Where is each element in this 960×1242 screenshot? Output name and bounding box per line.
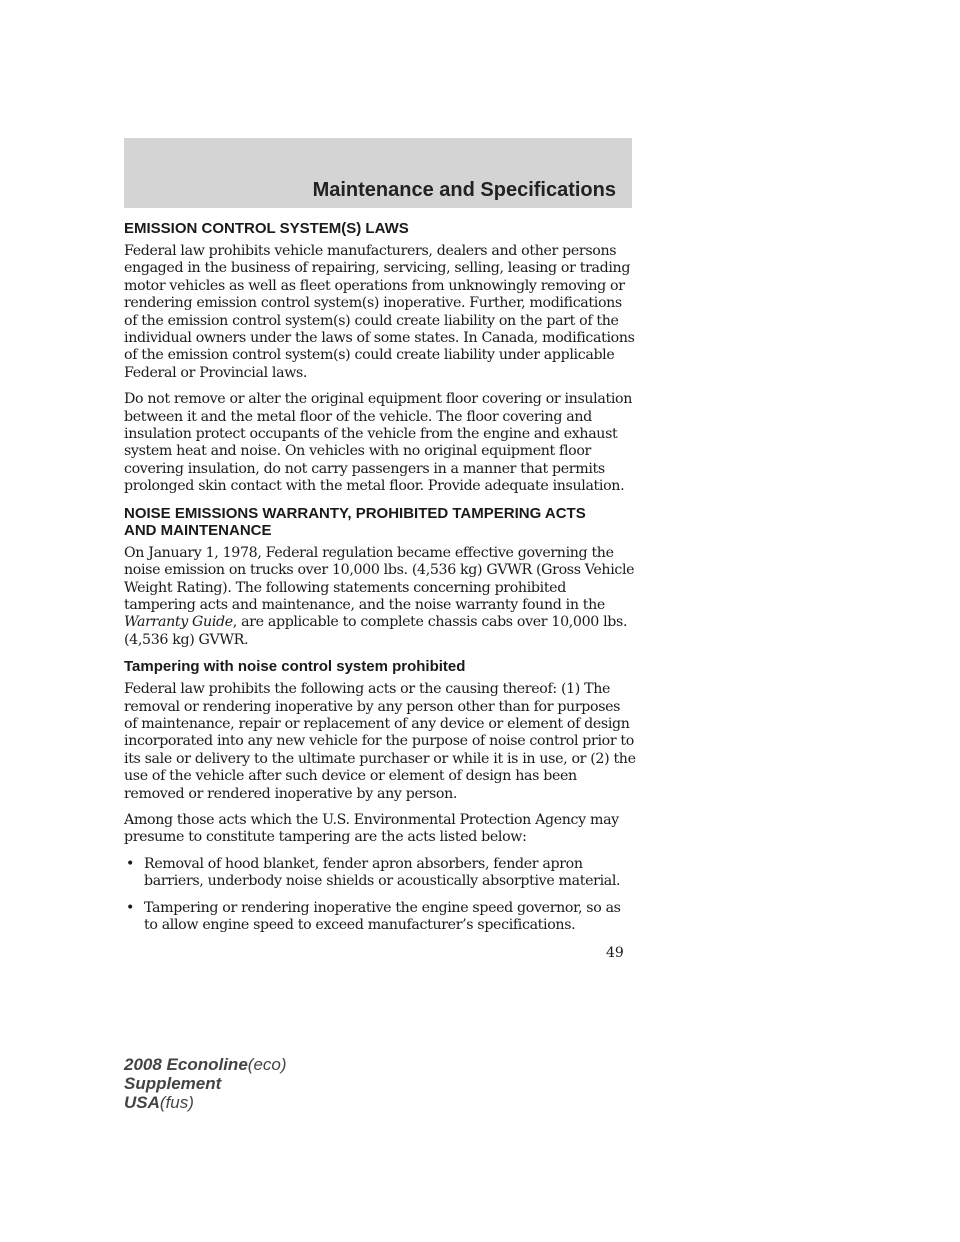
list-item	[124, 900, 636, 935]
document-footer	[124, 1055, 287, 1112]
footer-market: USA	[124, 1093, 160, 1112]
section-header-band	[124, 138, 632, 208]
footer-market-code: (fus)	[159, 1093, 194, 1112]
noise-warranty-heading-line1: NOISE EMISSIONS WARRANTY, PROHIBITED TAMPERING ACTS	[124, 504, 586, 522]
footer-line-3	[124, 1093, 287, 1112]
bullet-icon: •	[126, 899, 135, 916]
warranty-guide-title: Warranty Guide	[124, 614, 233, 631]
noise-paragraph-text-after: , are applicable to complete chassis cabs over 10,000 lbs. (4,536 kg) GVWR.	[124, 614, 628, 648]
tampering-paragraph-2: Among those acts which the U.S. Environmental Protection Agency may presume to constitute tampering are the acts listed below:	[124, 811, 619, 846]
tampering-heading: Tampering with noise control system prohibited	[124, 658, 466, 676]
page-content	[124, 220, 636, 943]
noise-paragraph-text-before: On January 1, 1978, Federal regulation became effective governing the noise emission on trucks over 10,000 lbs. (4,536 kg) GVWR (Gross Vehicle Weight Rating). The following statements concerning prohibited tampering acts and maintenance, and the noise warranty found in the	[124, 544, 635, 613]
page-number: 49	[606, 945, 624, 961]
tampering-paragraph-1: Federal law prohibits the following acts or the causing thereof: (1) The removal or rendering inoperative by any person other than for purposes of maintenance, repair or replacement of any device or element of design incorporated into any new vehicle for the purpose of noise control prior to its sale or delivery to the ultimate purchaser or while it is in use, or (2) the use of the vehicle after such device or element of design has been removed or rendered inoperative by any person.	[124, 681, 636, 802]
noise-warranty-heading	[124, 505, 636, 539]
noise-warranty-heading-line2: AND MAINTENANCE	[124, 521, 272, 539]
section-title: Maintenance and Specifications	[312, 179, 616, 201]
footer-line-2: Supplement	[124, 1074, 222, 1093]
emission-laws-paragraph-2: Do not remove or alter the original equipment floor covering or insulation between it and the metal floor of the vehicle. The floor covering and insulation protect occupants of the vehicle from the engine and exhaust system heat and noise. On vehicles with no original equipment floor covering insulation, do not carry passengers in a manner that permits prolonged skin contact with the metal floor. Provide adequate insulation.	[124, 391, 632, 495]
tampering-acts-list	[124, 856, 636, 935]
list-item	[124, 856, 636, 891]
emission-laws-heading: EMISSION CONTROL SYSTEM(S) LAWS	[124, 220, 409, 237]
footer-model-code: (eco)	[247, 1055, 287, 1074]
footer-line-1	[124, 1055, 287, 1074]
emission-laws-paragraph-1: Federal law prohibits vehicle manufacturers, dealers and other persons engaged in the business of repairing, servicing, selling, leasing or trading motor vehicles as well as fleet operations from unknowingly removing or rendering emission control system(s) inoperative. Further, modifications of the emission control system(s) could create liability on the part of the individual owners under the laws of some states. In Canada, modifications of the emission control system(s) could create liability under applicable Federal or Provincial laws.	[124, 243, 635, 381]
footer-model: 2008 Econoline	[124, 1055, 248, 1074]
noise-warranty-paragraph	[124, 545, 636, 649]
list-item-text: Tampering or rendering inoperative the engine speed governor, so as to allow engine speed to exceed manufacturer’s specifications.	[144, 899, 621, 933]
list-item-text: Removal of hood blanket, fender apron absorbers, fender apron barriers, underbody noise shields or acoustically absorptive material.	[144, 855, 621, 890]
bullet-icon: •	[126, 855, 135, 872]
